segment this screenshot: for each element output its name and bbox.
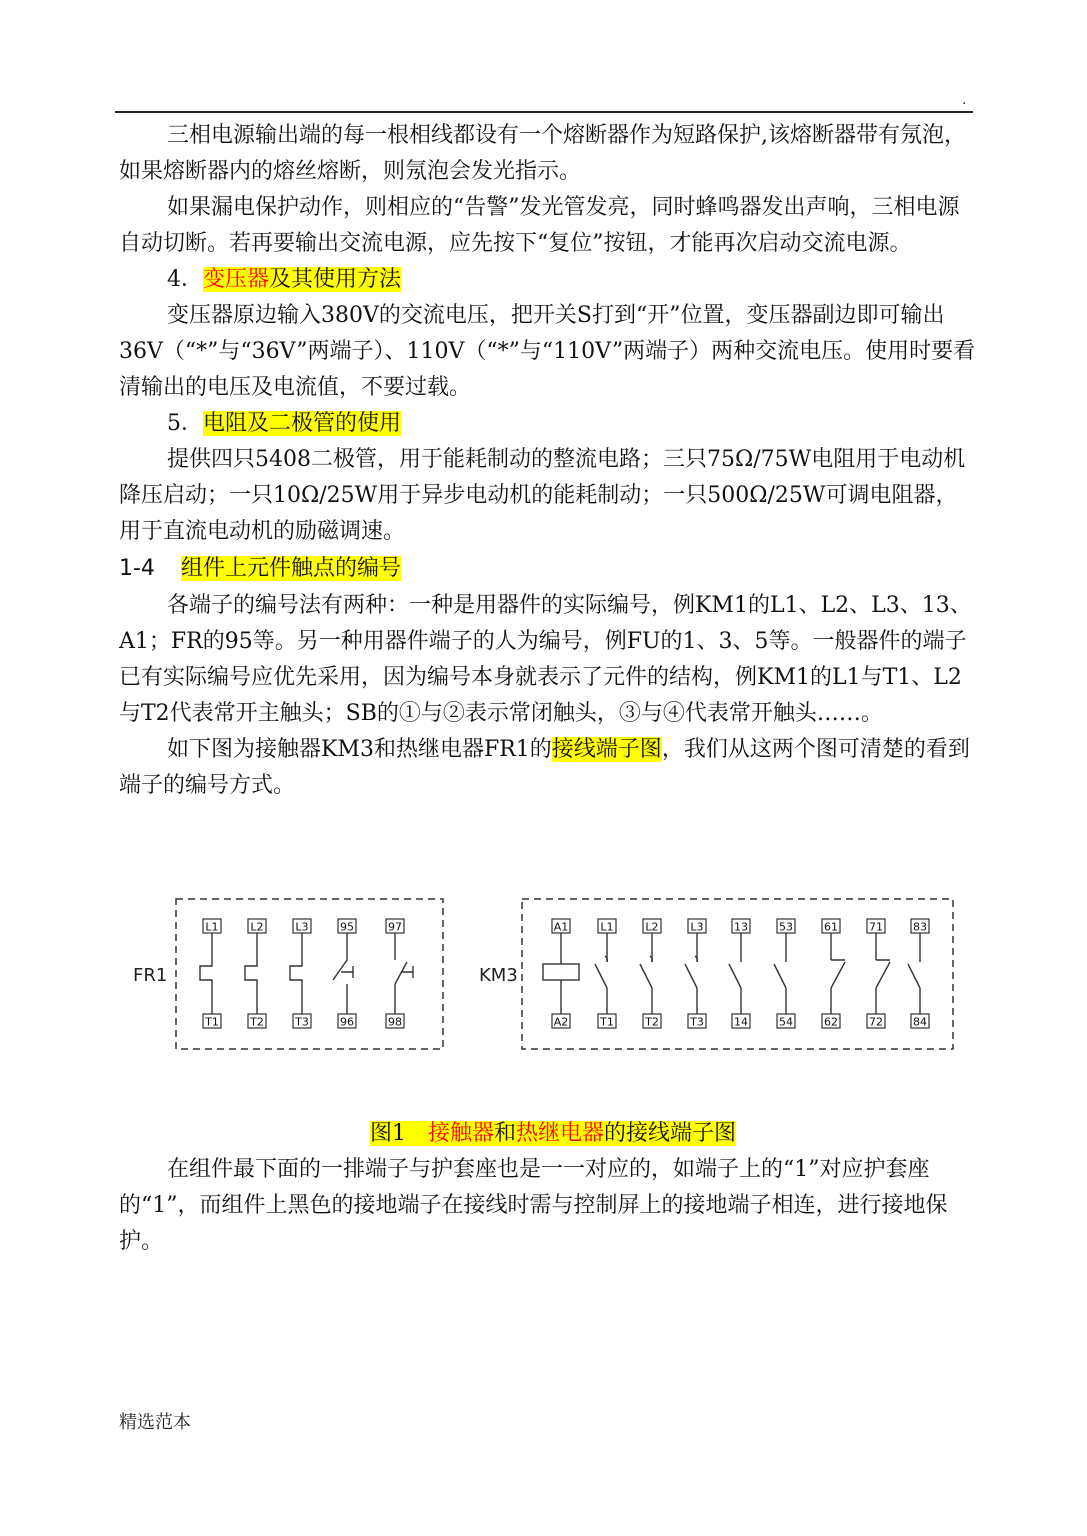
paragraph-socket: 在组件最下面的一排端子与护套座也是一一对应的，如端子上的“1”对应护套座的“1”，而组件上黑色的接地端子在接线时需与控制屏上的接地端子相连，进行接地保护。 bbox=[119, 1157, 948, 1254]
km3-coil bbox=[543, 964, 579, 980]
heading-resistor-number: 5． bbox=[167, 411, 203, 436]
fr1-heater-0 bbox=[200, 933, 212, 1014]
fr1-bottom-terminal: 96 bbox=[340, 1015, 354, 1029]
heading-transformer-red: 变压器 bbox=[203, 267, 270, 292]
km3-top-terminal: L2 bbox=[645, 920, 659, 934]
fr1-bottom-terminal: T2 bbox=[250, 1015, 264, 1029]
fr1-top-terminal: L3 bbox=[295, 920, 309, 934]
km3-main-contact-2 bbox=[640, 933, 652, 1014]
km3-aux-contact-8 bbox=[908, 933, 920, 1014]
section-title: 组件上元件触点的编号 bbox=[181, 556, 402, 581]
heading-resistor-text: 电阻及二极管的使用 bbox=[203, 411, 402, 436]
header-rule bbox=[115, 111, 973, 113]
paragraph-transformer: 变压器原边输入380V的交流电压，把开关S打到“开”位置，变压器副边即可输出36V（“*”与“36V”两端子）、110V（“*”与“110V”两端子）两种交流电压。使用时要看清输出的电压及电流值，不要过载。 bbox=[119, 303, 976, 400]
km3-top-terminal: 13 bbox=[734, 920, 748, 934]
fr1-bottom-terminal: T3 bbox=[295, 1015, 309, 1029]
km3-bottom-terminal: 54 bbox=[779, 1015, 793, 1029]
km3-bottom-terminal: 62 bbox=[824, 1015, 838, 1029]
km3-top-terminal: A1 bbox=[553, 920, 569, 934]
km3-top-terminal: L1 bbox=[600, 920, 614, 934]
paragraph-numbering: 各端子的编号法有两种：一种是用器件的实际编号，例KM1的L1、L2、L3、13、A1；FR的95等。另一种用器件端子的人为编号，例FU的1、3、5等。一般器件的端子已有实际编号应优先采用，因为编号本身就表示了元件的结构，例KM1的L1与T1、L2与T2代表常开主触头；SB的①与②表示常闭触头，③与④代表常开触头……。 bbox=[119, 593, 972, 726]
fr1-top-terminal: 97 bbox=[388, 920, 402, 934]
caption-contactor: 接触器 bbox=[428, 1121, 495, 1146]
footer-text: 精选范本 bbox=[119, 1412, 191, 1433]
fr1-top-terminal: L1 bbox=[205, 920, 219, 934]
caption-suffix: 的接线端子图 bbox=[604, 1121, 737, 1146]
fr1-no-contact bbox=[395, 933, 413, 1014]
km3-aux-contact-5 bbox=[774, 933, 786, 1014]
section-number: 1-4 bbox=[119, 556, 155, 581]
km3-bottom-terminal: T3 bbox=[690, 1015, 704, 1029]
km3-arc-mark-1 bbox=[605, 956, 607, 962]
km3-top-terminal: 71 bbox=[869, 920, 883, 934]
km3-main-contact-3 bbox=[685, 933, 697, 1014]
km3-terminals bbox=[543, 919, 929, 1029]
heading-resistor bbox=[119, 406, 977, 442]
km3-bottom-terminal: T1 bbox=[600, 1015, 614, 1029]
heading-transformer-number: 4． bbox=[167, 267, 203, 292]
fr1-heater-2 bbox=[290, 933, 302, 1014]
km3-nc-contact-2 bbox=[876, 933, 890, 1014]
paragraph-fuse: 三相电源输出端的每一根相线都设有一个熔断器作为短路保护,该熔断器带有氖泡，如果熔断器内的熔丝熔断，则氖泡会发光指示。 bbox=[119, 123, 966, 184]
fr1-top-terminal: 95 bbox=[340, 920, 354, 934]
km3-label: KM3 bbox=[479, 965, 518, 986]
km3-arc-mark-3 bbox=[695, 956, 697, 962]
caption-relay: 热继电器 bbox=[516, 1121, 605, 1146]
km3-nc-contact bbox=[831, 933, 845, 1014]
fr1-label: FR1 bbox=[133, 965, 168, 986]
header-dot: . bbox=[962, 92, 967, 108]
figure-caption bbox=[370, 1116, 736, 1152]
km3-bottom-terminal: A2 bbox=[553, 1015, 569, 1029]
fr1-nc-contact bbox=[333, 933, 353, 1014]
document-body bbox=[119, 118, 977, 804]
fr1-heater-1 bbox=[245, 933, 257, 1014]
paragraph-figure-intro bbox=[119, 732, 977, 804]
figure-intro-b: ，我们从这两个图可清楚的看到端子的编号方式。 bbox=[119, 737, 970, 798]
km3-bottom-terminal: T2 bbox=[645, 1015, 659, 1029]
caption-and: 和 bbox=[494, 1121, 517, 1146]
km3-top-terminal: 83 bbox=[913, 920, 927, 934]
fr1-bottom-terminal: T1 bbox=[205, 1015, 219, 1029]
section-heading-1-4 bbox=[119, 550, 977, 588]
fr1-bottom-terminal: 98 bbox=[388, 1015, 402, 1029]
document-body-after bbox=[119, 1152, 977, 1260]
km3-top-terminal: L3 bbox=[690, 920, 704, 934]
km3-top-terminal: 61 bbox=[824, 920, 838, 934]
figure-intro-highlight: 接线端子图 bbox=[551, 737, 662, 762]
caption-prefix: 图1 bbox=[370, 1121, 428, 1146]
km3-bottom-terminal: 72 bbox=[869, 1015, 883, 1029]
km3-bottom-terminal: 84 bbox=[913, 1015, 927, 1029]
heading-transformer bbox=[119, 262, 977, 298]
km3-top-terminal: 53 bbox=[779, 920, 793, 934]
paragraph-leakage: 如果漏电保护动作，则相应的“告警”发光管发亮，同时蜂鸣器发出声响，三相电源自动切断。若再要输出交流电源，应先按下“复位”按钮，才能再次启动交流电源。 bbox=[119, 195, 960, 256]
heading-transformer-rest: 及其使用方法 bbox=[269, 267, 402, 292]
fr1-terminals bbox=[200, 919, 413, 1029]
fr1-top-terminal: L2 bbox=[250, 920, 264, 934]
km3-arc-mark-2 bbox=[650, 956, 652, 962]
terminal-figure bbox=[0, 894, 1087, 1059]
figure-intro-a: 如下图为接触器KM3和热继电器FR1的 bbox=[167, 737, 552, 762]
km3-main-contact-1 bbox=[595, 933, 607, 1014]
paragraph-resistor: 提供四只5408二极管，用于能耗制动的整流电路；三只75Ω/75W电阻用于电动机降压启动；一只10Ω/25W用于异步电动机的能耗制动；一只500Ω/25W可调电阻器，用于直流电动机的励磁调速。 bbox=[119, 447, 966, 544]
km3-bottom-terminal: 14 bbox=[734, 1015, 748, 1029]
km3-aux-contact-4 bbox=[729, 933, 741, 1014]
terminal-diagram bbox=[0, 894, 1087, 1059]
